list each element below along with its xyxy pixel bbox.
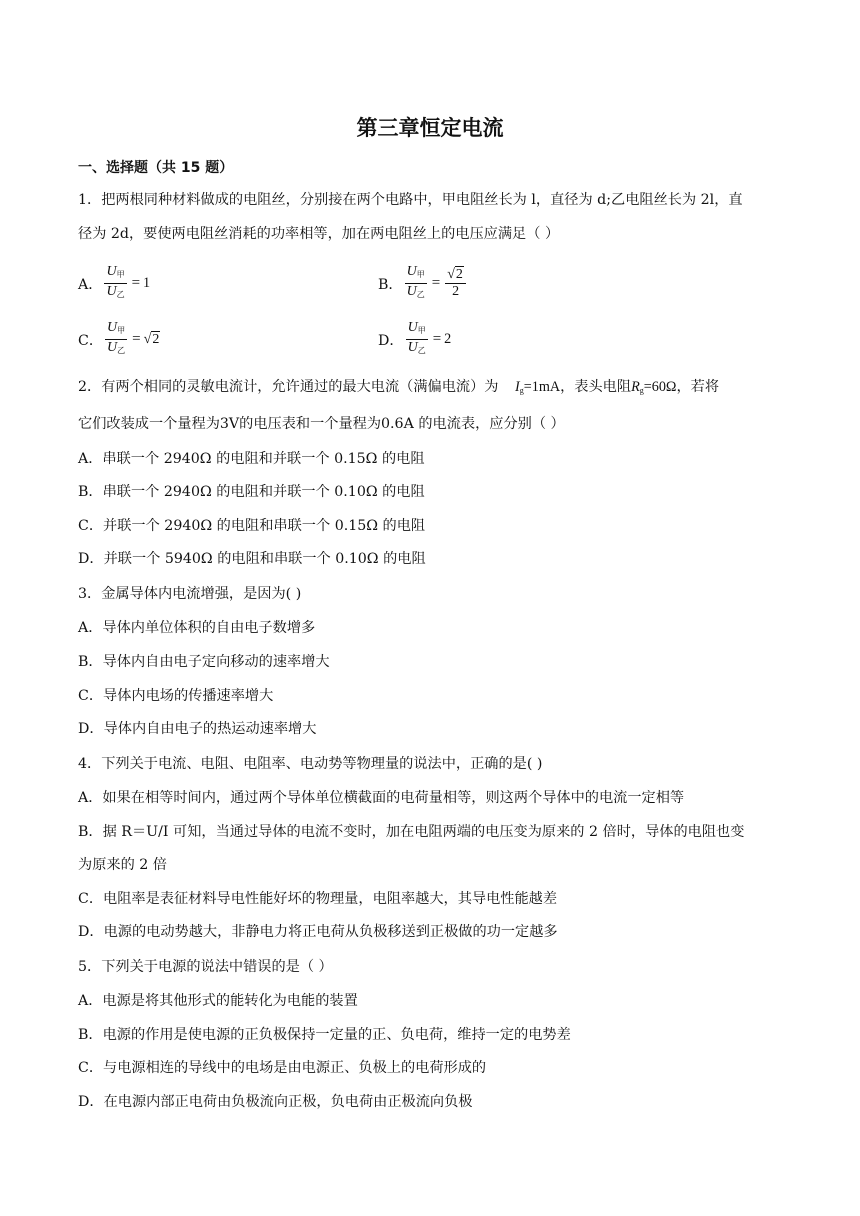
- q2-option-d: D．并联一个 5940Ω 的电阻和串联一个 0.10Ω 的电阻: [78, 551, 426, 567]
- q4-option-a: A．如果在相等时间内，通过两个导体单位横截面的电荷量相等，则这两个导体中的电流一定相等: [78, 790, 685, 806]
- q4-stem: 4．下列关于电流、电阻、电阻率、电动势等物理量的说法中，正确的是( ): [78, 756, 543, 772]
- q1-c-fraction: $\frac{U_甲}{U_乙}$: [107, 320, 126, 355]
- q3-option-c: C．导体内电场的传播速率增大: [78, 688, 274, 704]
- section-heading: 一、选择题（共 15 题）: [78, 160, 234, 176]
- q3-option-a: A．导体内单位体积的自由电子数增多: [78, 620, 316, 636]
- q3-option-b: B．导体内自由电子定向移动的速率增大: [78, 654, 330, 670]
- q1-d-fraction: $\frac{U_甲}{U_乙}$: [407, 320, 426, 355]
- q1-stem-line2: 径为 2d，要使两电阻丝消耗的功率相等，加在两电阻丝上的电压应满足（ ）: [78, 226, 560, 242]
- q1-option-c: C． $\frac{U_甲}{U_乙}$ = √2: [78, 320, 160, 359]
- q2-option-a: A．串联一个 2940Ω 的电阻和并联一个 0.15Ω 的电阻: [78, 451, 425, 467]
- q5-option-b: B．电源的作用是使电源的正负极保持一定量的正、负电荷，维持一定的电势差: [78, 1027, 571, 1043]
- q3-option-d: D．导体内自由电子的热运动速率增大: [78, 721, 317, 737]
- q5-option-d: D．在电源内部正电荷由负极流向正极，负电荷由正极流向负极: [78, 1094, 473, 1110]
- q5-stem: 5．下列关于电源的说法中错误的是（ ）: [78, 959, 333, 975]
- q2-option-b: B．串联一个 2940Ω 的电阻和并联一个 0.10Ω 的电阻: [78, 484, 425, 500]
- q5-option-a: A．电源是将其他形式的能转化为电能的装置: [78, 993, 358, 1009]
- q5-option-c: C．与电源相连的导线中的电场是由电源正、负极上的电荷形成的: [78, 1060, 487, 1076]
- q2-stem-line2: 它们改装成一个量程为3V的电压表和一个量程为0.6A 的电流表，应分别（ ）: [78, 416, 565, 432]
- q1-option-b: B． $\frac{U_甲}{U_乙}$ = $\frac{√2}{2}$: [378, 264, 468, 303]
- q2-stem-line1: 2．有两个相同的灵敏电流计，允许通过的最大电流（满偏电流）为 $I_g=1mA$，表头电阻$R_g=60\Omega$，若将: [78, 379, 720, 395]
- q1-stem-line1: 1．把两根同种材料做成的电阻丝，分别接在两个电路中，甲电阻丝长为 l，直径为 d;乙电阻丝长为 2l，直: [78, 192, 743, 208]
- q1-a-fraction: $\frac{U_甲}{U_乙}$: [106, 264, 125, 299]
- q4-option-b-line1: B．据 R＝U/I 可知，当通过导体的电流不变时，加在电阻两端的电压变为原来的 2 倍时，导体的电阻也变: [78, 824, 745, 840]
- q4-option-c: C．电阻率是表征材料导电性能好坏的物理量，电阻率越大，其导电性能越差: [78, 891, 558, 907]
- q1-option-a: A． $\frac{U_甲}{U_乙}$ = 1: [78, 264, 150, 303]
- q3-stem: 3．金属导体内电流增强，是因为( ): [78, 586, 302, 602]
- q1-b-fraction: $\frac{U_甲}{U_乙}$: [406, 264, 425, 299]
- q1-b-value-fraction: $\frac{√2}{2}$: [445, 267, 466, 300]
- q4-option-b-line2: 为原来的 2 倍: [78, 857, 167, 873]
- q4-option-d: D．电源的电动势越大，非静电力将正电荷从负极移送到正极做的功一定越多: [78, 924, 558, 940]
- q2-option-c: C．并联一个 2940Ω 的电阻和串联一个 0.15Ω 的电阻: [78, 518, 426, 534]
- page-title: 第三章恒定电流: [356, 116, 504, 140]
- q1-option-d: D． $\frac{U_甲}{U_乙}$ = 2: [378, 320, 451, 359]
